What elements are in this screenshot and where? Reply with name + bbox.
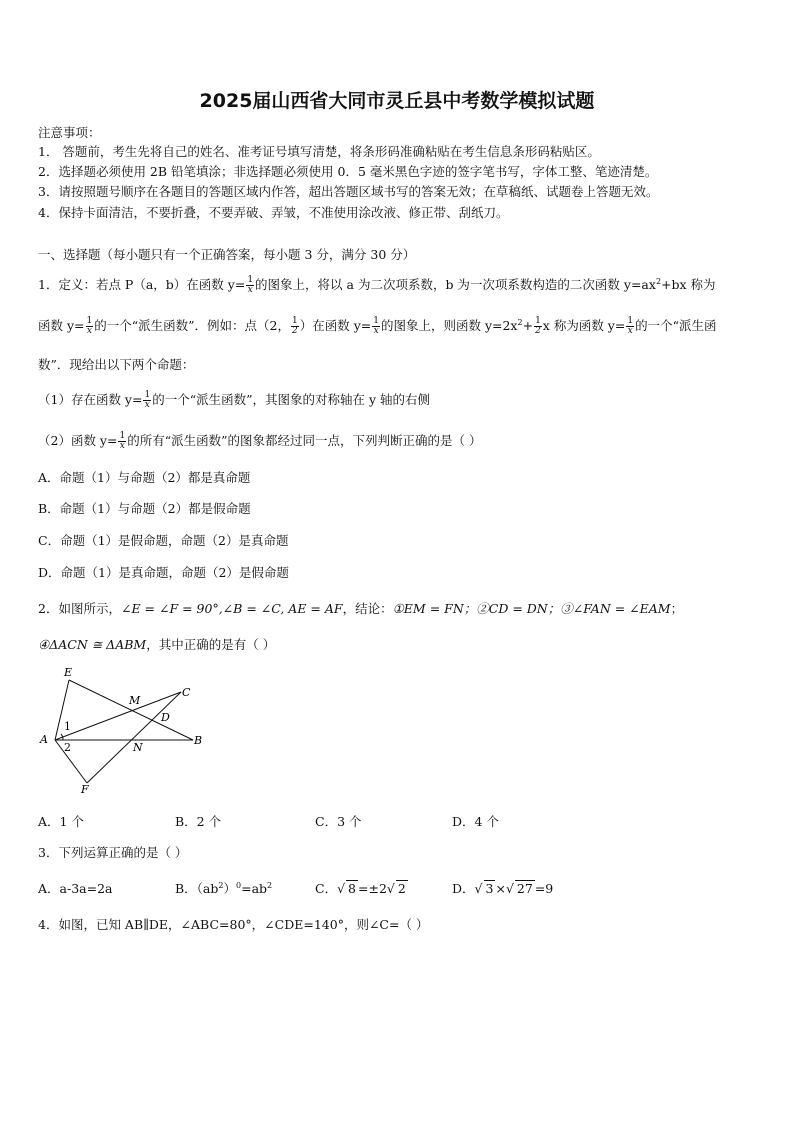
label-m: M bbox=[129, 694, 141, 707]
segment-af bbox=[55, 740, 87, 783]
q1-proposition-2: （2）函数 y= $\frac{1}{x}$ 的所有“派生函数”的图象都经过同一点，下列判断正确的是（ ） bbox=[38, 431, 482, 451]
q2-line-2: ④ΔACN ≅ ΔABM，其中正确的是有（ ） bbox=[38, 637, 276, 652]
label-1: 1 bbox=[64, 720, 71, 733]
q2-option-d[interactable]: D．4 个 bbox=[452, 814, 499, 829]
q2-line-1: 2．如图所示，∠E = ∠F = 90°,∠B = ∠C, AE = AF，结论：①EM = FN；②CD = DN；③∠FAN = ∠EAM； bbox=[38, 601, 684, 616]
notice-item-4: 4．保持卡面清洁，不要折叠，不要弄破、弄皱，不准使用涂改液、修正带、刮纸刀。 bbox=[38, 205, 509, 220]
notice-item-2: 2．选择题必须使用 2B 铅笔填涂；非选择题必须使用 0．5 毫米黑色字迹的签字笔书写，字体工整、笔迹清楚。 bbox=[38, 164, 658, 179]
q1-text: +bx 称为 bbox=[661, 277, 716, 292]
q1-option-b[interactable]: B．命题（1）与命题（2）都是假命题 bbox=[38, 501, 251, 516]
label-d: D bbox=[161, 711, 170, 724]
q2-option-c[interactable]: C．3 个 bbox=[315, 814, 362, 829]
label-b: B bbox=[194, 734, 203, 747]
q3-stem: 3．下列运算正确的是（ ） bbox=[38, 845, 188, 860]
q3-option-b[interactable]: B．$(ab^2)^0=ab^2$ bbox=[175, 880, 273, 896]
notice-heading: 注意事项： bbox=[38, 125, 101, 140]
label-f: F bbox=[81, 783, 89, 794]
q1-option-a[interactable]: A．命题（1）与命题（2）都是真命题 bbox=[38, 470, 251, 485]
q1-text: 的图象上，将以 a 为二次项系数，b 为一次项系数构造的二次函数 y=ax bbox=[255, 277, 656, 292]
fraction: $\frac{1}{x}$ bbox=[247, 275, 254, 295]
page-title: 2025届山西省大同市灵丘县中考数学模拟试题 bbox=[199, 90, 595, 112]
q1-line-3: 数”．现给出以下两个命题： bbox=[38, 357, 195, 372]
label-c: C bbox=[182, 686, 191, 699]
segment-eb bbox=[69, 680, 193, 740]
label-2: 2 bbox=[64, 741, 71, 754]
q1-line-1: 1．定义：若点 P（a，b）在函数 y= $\frac{1}{x}$ 的图象上，将以 a 为二次项系数，b 为一次项系数构造的二次函数 $y=ax^2+bx$ 称为 bbox=[38, 275, 716, 295]
q1-text: 1．定义：若点 P（a，b）在函数 y= bbox=[38, 277, 246, 292]
q1-option-c[interactable]: C．命题（1）是假命题，命题（2）是真命题 bbox=[38, 533, 289, 548]
q4-stem: 4．如图，已知 AB∥DE，∠ABC=80°，∠CDE=140°，则∠C=（ ） bbox=[38, 917, 429, 932]
q2-option-a[interactable]: A．1 个 bbox=[38, 814, 84, 829]
q2-geometry-figure bbox=[36, 664, 216, 794]
q2-option-b[interactable]: B．2 个 bbox=[175, 814, 222, 829]
q3-option-c[interactable]: C．√ 8 =±2√ 2 bbox=[315, 881, 406, 896]
section-heading: 一、选择题（每小题只有一个正确答案，每小题 3 分，满分 30 分） bbox=[38, 247, 416, 262]
label-a: A bbox=[40, 733, 48, 746]
q3-option-a[interactable]: A．a-3a=2a bbox=[38, 881, 113, 896]
notice-item-1: 1． 答题前，考生先将自己的姓名、准考证号填写清楚，将条形码准确粘贴在考生信息条形码粘贴区。 bbox=[38, 144, 600, 159]
label-e: E bbox=[64, 666, 73, 679]
q3-option-d[interactable]: D．√ 3 ×√ 27 =9 bbox=[452, 881, 554, 896]
q1-option-d[interactable]: D．命题（1）是真命题，命题（2）是假命题 bbox=[38, 565, 289, 580]
q1-line-2: 函数 y= $\frac{1}{x}$ 的一个“派生函数”．例如：点（2， $\frac{1}{2}$ ）在函数 y= $\frac{1}{x}$ 的图象上，则函数 $y=2x^2+$ $\frac{1}{2}$ x 称为函数 y= $\frac{1}{x}$ 的一个“派生函 bbox=[38, 316, 717, 336]
q1-proposition-1: （1）存在函数 y= $\frac{1}{x}$ 的一个“派生函数”，其图象的对称轴在 y 轴的右侧 bbox=[38, 390, 430, 410]
notice-item-3: 3．请按照题号顺序在各题目的答题区域内作答，超出答题区域书写的答案无效；在草稿纸、试题卷上答题无效。 bbox=[38, 184, 659, 199]
label-n: N bbox=[133, 741, 143, 754]
